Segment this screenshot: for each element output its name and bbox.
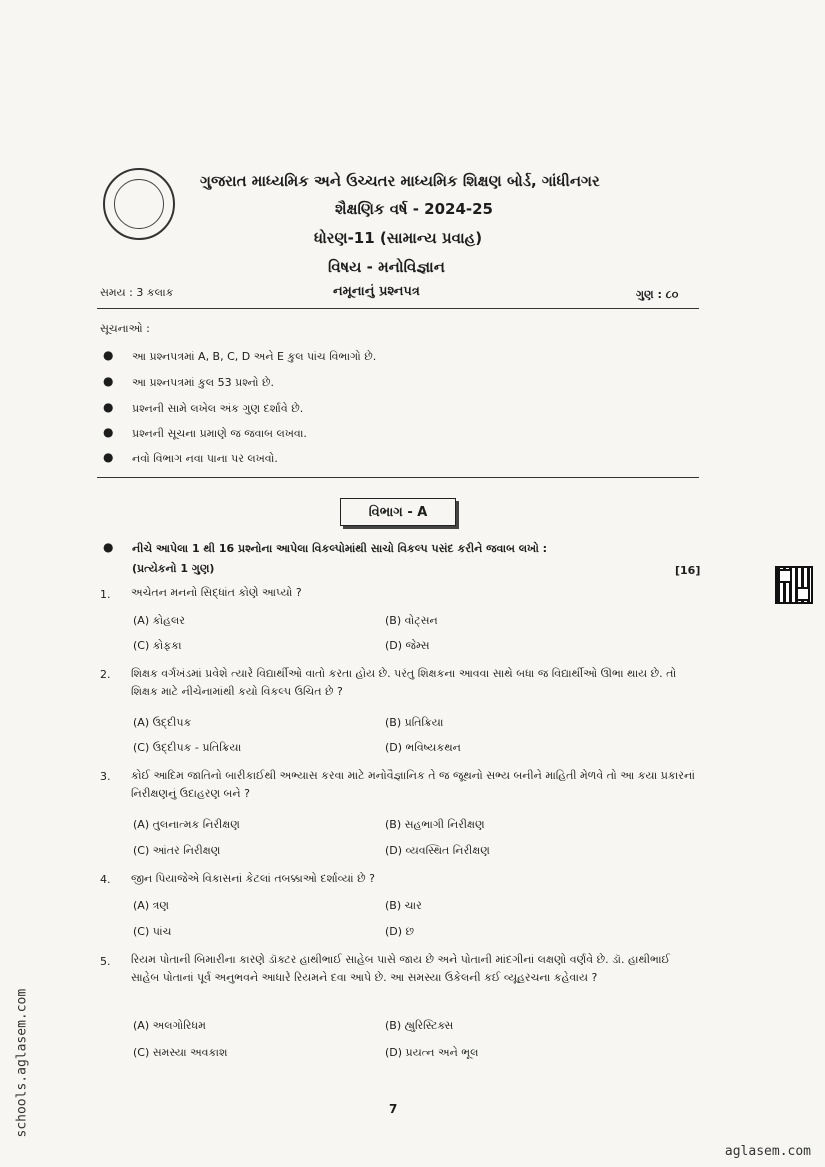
section-instruction-note: (પ્રત્યેકનો 1 ગુણ) [132, 562, 215, 575]
question-text: કોઈ આદિમ જાતિનો બારીકાઈથી અભ્યાસ કરવા માટે મનોવૈજ્ઞાનિક તે જ જૂથનો સભ્ય બનીને માહિતી મેળવે તો આ કયા પ્રકારનાં નિરીક્ષણનું ઉદાહરણ બને ? [131, 769, 695, 800]
seal-emblem-icon [114, 179, 164, 229]
instruction-item: નવો વિભાગ નવા પાના પર લખવો. [132, 452, 278, 465]
option-d: (D) પ્રયત્ન અને ભૂલ [385, 1046, 479, 1059]
bullet-icon: ● [103, 374, 114, 388]
option-d: (D) ભવિષ્યકથન [385, 741, 461, 754]
question-number: 2. [100, 668, 111, 681]
section-marks: [16] [675, 564, 701, 577]
option-c: (C) પાંચ [133, 925, 172, 938]
option-c: (C) ઉદ્દીપક - પ્રતિક્રિયા [133, 741, 242, 754]
instruction-item: આ પ્રશ્નપત્રમાં A, B, C, D અને E કુલ પાંચ વિભાગો છે. [132, 350, 377, 363]
qr-code [775, 566, 813, 604]
instructions-divider [97, 477, 699, 478]
option-b: (B) હ્યુરિસ્ટિક્સ [385, 1019, 454, 1032]
option-b: (B) સહભાગી નિરીક્ષણ [385, 818, 485, 831]
option-a: (A) ત્રણ [133, 899, 169, 912]
page-number: 7 [389, 1102, 398, 1116]
question-number: 3. [100, 770, 111, 783]
question-number: 1. [100, 588, 111, 601]
header-divider [97, 308, 699, 309]
bottom-watermark: aglasem.com [724, 1144, 811, 1159]
option-c: (C) સમસ્યા અવકાશ [133, 1046, 228, 1059]
instruction-item: પ્રશ્નની સામે લખેલ અંક ગુણ દર્શાવે છે. [132, 402, 304, 415]
question-text: જીન પિયાજેએ વિકાસનાં કેટલાં તબક્કાઓ દર્શાવ્યાં છે ? [131, 872, 375, 885]
academic-year: શૈક્ષણિક વર્ષ - 2024-25 [335, 200, 493, 218]
side-watermark: schools.aglasem.com [14, 988, 30, 1138]
option-b: (B) પ્રતિક્રિયા [385, 716, 444, 729]
section-title: વિભાગ - A [340, 498, 456, 526]
option-a: (A) અલગોરિધમ [133, 1019, 206, 1032]
question-text: અચેતન મનનો સિદ્ધાંત કોણે આપ્યો ? [131, 586, 302, 599]
bullet-icon: ● [103, 400, 114, 414]
board-name: ગુજરાત માધ્યમિક અને ઉચ્ચતર માધ્યમિક શિક્ષણ બોર્ડ, ગાંધીનગર [200, 172, 600, 190]
bullet-icon: ● [103, 450, 114, 464]
question-text: શિક્ષક વર્ગખંડમાં પ્રવેશે ત્યારે વિદ્યાર્થીઓ વાતો કરતા હોય છે. પરંતુ શિક્ષકના આવવા સાથે બધા જ વિદ્યાર્થીઓ ઊભા થાય છે. તો શિક્ષક માટે નીચેનામાંથી કયો વિકલ્પ ઉચિત છે ? [131, 667, 677, 698]
question-text: રિયમ પોતાની બિમારીના કારણે ડૉક્ટર હાથીભાઈ સાહેબ પાસે જાય છે અને પોતાની માંદગીનાં લક્ષણો વર્ણવે છે. ડૉ. હાથીભાઈ સાહેબ પોતાનાં પૂર્વ અનુભવને આધારે રિયમને દવા આપે છે. આ સમસ્યા ઉકેલની કઈ વ્યૂહરચના કહેવાય ? [131, 953, 671, 984]
instruction-item: પ્રશ્નની સૂચના પ્રમાણે જ જવાબ લખવા. [132, 427, 307, 440]
option-d: (D) વ્યવસ્થિત નિરીક્ષણ [385, 844, 490, 857]
paper-type: નમૂનાનું પ્રશ્નપત્ર [333, 284, 420, 299]
instruction-item: આ પ્રશ્નપત્રમાં કુલ 53 પ્રશ્નો છે. [132, 376, 275, 389]
standard: ધોરણ-11 (સામાન્ય પ્રવાહ) [314, 229, 483, 247]
board-seal-logo [103, 168, 175, 240]
instructions-heading: સૂચનાઓ : [100, 322, 150, 335]
exam-time: સમય : 3 કલાક [100, 286, 174, 299]
option-b: (B) ચાર [385, 899, 422, 912]
subject: વિષય - મનોવિજ્ઞાન [328, 258, 445, 276]
option-d: (D) છ [385, 925, 415, 938]
total-marks: ગુણ : ૮૦ [636, 288, 679, 301]
bullet-icon: ● [103, 425, 114, 439]
question-number: 5. [100, 955, 111, 968]
option-d: (D) જેમ્સ [385, 639, 430, 652]
option-c: (C) આંતર નિરીક્ષણ [133, 844, 221, 857]
section-instruction: નીચે આપેલા 1 થી 16 પ્રશ્નોના આપેલા વિકલ્પોમાંથી સાચો વિકલ્પ પસંદ કરીને જવાબ લખો : [132, 542, 548, 555]
option-c: (C) કોફકા [133, 639, 182, 652]
option-a: (A) કોહલર [133, 614, 185, 627]
question-number: 4. [100, 873, 111, 886]
bullet-icon: ● [103, 348, 114, 362]
option-a: (A) ઉદ્દીપક [133, 716, 192, 729]
option-b: (B) વોટ્સન [385, 614, 438, 627]
bullet-icon: ● [103, 540, 114, 554]
option-a: (A) તુલનાત્મક નિરીક્ષણ [133, 818, 240, 831]
